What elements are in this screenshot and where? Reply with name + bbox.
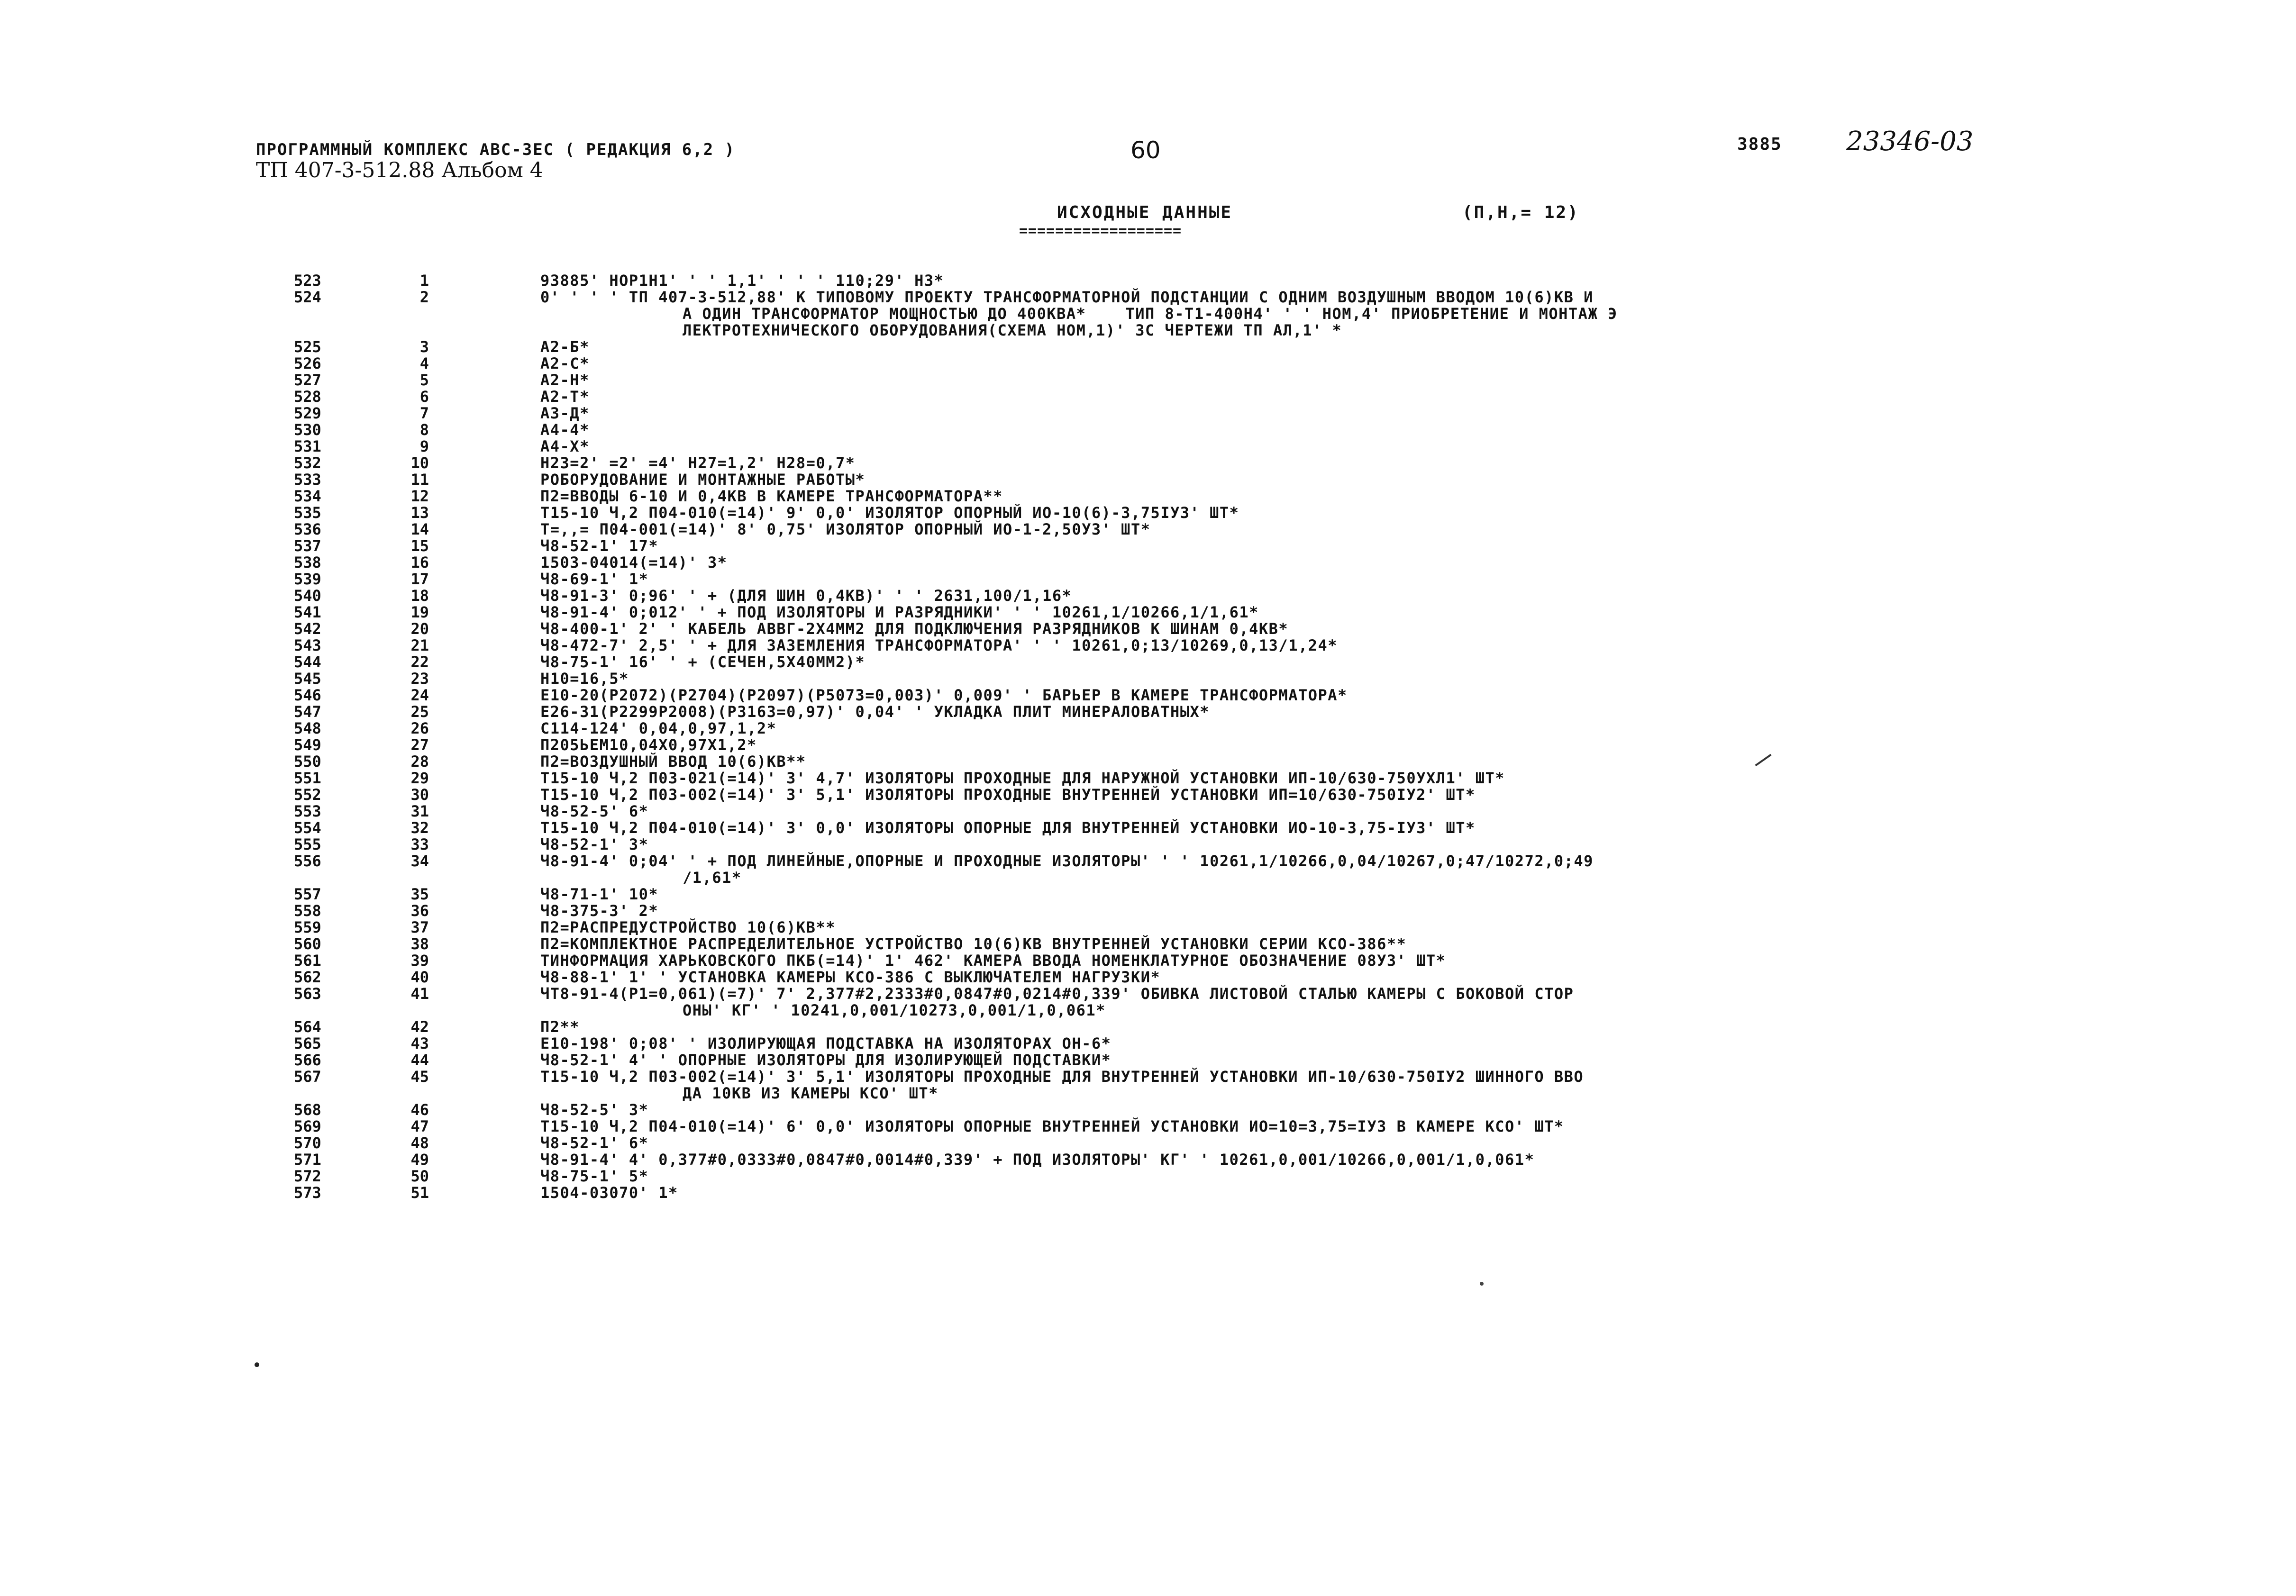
listing-row: [0, 488, 2296, 505]
row-text-line: Ч8-400-1' 2' ' КАБЕЛЬ АВВГ-2Х4ММ2 ДЛЯ ПОДКЛЮЧЕНИЯ РАЗРЯДНИКОВ К ШИНАМ 0,4КВ*: [540, 620, 1289, 638]
listing-row: [0, 803, 2296, 820]
row-number: 549: [294, 736, 321, 754]
listing-row: [0, 389, 2296, 405]
listing-row: [0, 588, 2296, 604]
row-sequence: 18: [410, 587, 429, 605]
row-number: 540: [294, 587, 321, 605]
row-number: 572: [294, 1167, 321, 1185]
row-text-continuation: ЛЕКТРОТЕХНИЧЕСКОГО ОБОРУДОВАНИЯ(СХЕМА НОМ,1)' ЗС ЧЕРТЕЖИ ТП АЛ,1' *: [683, 321, 1342, 339]
row-sequence: 7: [419, 404, 429, 422]
row-text-line: Ч8-91-3' 0;96' ' + (ДЛЯ ШИН 0,4КВ)' ' ' 2631,100/1,16*: [540, 587, 1072, 605]
row-number: 525: [294, 338, 321, 356]
row-number: 568: [294, 1101, 321, 1119]
row-text: [540, 704, 2296, 720]
stray-dot-mark: [255, 1362, 259, 1367]
row-sequence: 33: [410, 835, 429, 853]
row-text: [540, 853, 2296, 886]
row-sequence: 6: [419, 388, 429, 406]
row-sequence: 2: [419, 288, 429, 306]
row-number: 570: [294, 1134, 321, 1152]
row-text: [540, 919, 2296, 936]
row-number: 533: [294, 471, 321, 489]
row-text-line: П2=ВВОДЫ 6-10 И 0,4КВ В КАМЕРЕ ТРАНСФОРМАТОРА**: [540, 487, 1003, 505]
row-text: [540, 637, 2296, 654]
row-text-line: Ч8-375-3' 2*: [540, 902, 659, 920]
row-number: 560: [294, 935, 321, 953]
row-sequence: 45: [410, 1068, 429, 1086]
row-sequence: 36: [410, 902, 429, 920]
row-text: [540, 903, 2296, 919]
row-number: 573: [294, 1184, 321, 1202]
listing-row: [0, 604, 2296, 621]
row-text-line: А2-Б*: [540, 338, 590, 356]
row-text: [540, 969, 2296, 986]
row-number: 563: [294, 985, 321, 1003]
row-number: 558: [294, 902, 321, 920]
row-text-line: С114-124' 0,04,0,97,1,2*: [540, 719, 777, 737]
listing-row: [0, 637, 2296, 654]
listing-row: [0, 770, 2296, 787]
row-text-line: А3-Д*: [540, 404, 590, 422]
row-text-continuation: /1,61*: [683, 869, 742, 887]
listing-row: [0, 787, 2296, 803]
row-sequence: 9: [419, 437, 429, 455]
row-sequence: 31: [410, 802, 429, 820]
listing-row: [0, 1118, 2296, 1135]
row-text-line: Ч8-88-1' 1' ' УСТАНОВКА КАМЕРЫ КСО-386 С ВЫКЛЮЧАТЕЛЕМ НАГРУЗКИ*: [540, 968, 1161, 986]
row-sequence: 10: [410, 454, 429, 472]
row-sequence: 4: [419, 354, 429, 372]
listing-row: [0, 853, 2296, 886]
row-sequence: 5: [419, 371, 429, 389]
row-sequence: 11: [410, 471, 429, 489]
row-text-line: Ч8-52-1' 4' ' ОПОРНЫЕ ИЗОЛЯТОРЫ ДЛЯ ИЗОЛИРУЮЩЕЙ ПОДСТАВКИ*: [540, 1051, 1112, 1069]
listing-row: [0, 571, 2296, 588]
row-number: 550: [294, 753, 321, 771]
row-text-continuation: ОНЫ' КГ' ' 10241,0,001/10273,0,001/1,0,061*: [683, 1001, 1106, 1019]
listing-row: [0, 1035, 2296, 1052]
row-text: [540, 372, 2296, 389]
row-number: 537: [294, 537, 321, 555]
row-text: [540, 1069, 2296, 1102]
row-text: [540, 720, 2296, 737]
row-number: 543: [294, 636, 321, 654]
listing-row: [0, 621, 2296, 637]
row-text: [540, 588, 2296, 604]
row-text: [540, 289, 2296, 339]
document-code: 3885: [1737, 135, 1782, 154]
row-text-line: А4-4*: [540, 421, 590, 439]
row-text: [540, 472, 2296, 488]
listing-row: [0, 704, 2296, 720]
row-text: [540, 1168, 2296, 1185]
listing-row: [0, 521, 2296, 538]
row-text-line: Ч8-52-1' 6*: [540, 1134, 649, 1152]
row-number: 565: [294, 1034, 321, 1052]
row-text-line: Ч8-52-1' 17*: [540, 537, 659, 555]
row-number: 548: [294, 719, 321, 737]
row-sequence: 8: [419, 421, 429, 439]
row-text-continuation: А ОДИН ТРАНСФОРМАТОР МОЩНОСТЬЮ ДО 400КВА* ТИП 8-Т1-400Н4' ' ' НОМ,4' ПРИОБРЕТЕНИЕ И МОНТАЖ Э: [683, 305, 1618, 323]
row-sequence: 25: [410, 703, 429, 721]
listing-row: [0, 952, 2296, 969]
row-text: [540, 737, 2296, 753]
row-number: 552: [294, 786, 321, 804]
listing-row: [0, 820, 2296, 836]
row-text-line: П2=КОМПЛЕКТНОЕ РАСПРЕДЕЛИТЕЛЬНОЕ УСТРОЙСТВО 10(6)КВ ВНУТРЕННЕЙ УСТАНОВКИ СЕРИИ КСО-386**: [540, 935, 1407, 953]
listing-row: [0, 986, 2296, 1019]
row-text-line: Ч8-472-7' 2,5' ' + ДЛЯ ЗАЗЕМЛЕНИЯ ТРАНСФОРМАТОРА' ' ' 10261,0;13/10269,0,13/1,24*: [540, 636, 1338, 654]
row-text: [540, 1185, 2296, 1201]
row-text: [540, 554, 2296, 571]
row-number: 536: [294, 520, 321, 538]
handwritten-code: 23346-03: [1846, 126, 1974, 157]
row-number: 528: [294, 388, 321, 406]
row-text-line: ТИНФОРМАЦИЯ ХАРЬКОВСКОГО ПКБ(=14)' 1' 462' КАМЕРА ВВОДА НОМЕНКЛАТУРНОЕ ОБОЗНАЧЕНИЕ 08У3' ШТ*: [540, 952, 1446, 970]
listing-row: [0, 936, 2296, 952]
row-text: [540, 1052, 2296, 1069]
row-sequence: 30: [410, 786, 429, 804]
row-sequence: 39: [410, 952, 429, 970]
row-text-line: Т15-10 Ч,2 П04-010(=14)' 6' 0,0' ИЗОЛЯТОРЫ ОПОРНЫЕ ВНУТРЕННЕЙ УСТАНОВКИ ИО=10=3,75=IУ3 В КАМЕРЕ КСО' ШТ*: [540, 1117, 1564, 1135]
row-text-line: Н10=16,5*: [540, 670, 629, 688]
row-text: [540, 952, 2296, 969]
row-text: [540, 836, 2296, 853]
row-sequence: 17: [410, 570, 429, 588]
row-number: 571: [294, 1151, 321, 1169]
row-text: [540, 820, 2296, 836]
listing-row: [0, 1135, 2296, 1152]
listing-row: [0, 505, 2296, 521]
row-number: 566: [294, 1051, 321, 1069]
row-number: 551: [294, 769, 321, 787]
row-text: [540, 505, 2296, 521]
row-text-continuation: ДА 10КВ ИЗ КАМЕРЫ КСО' ШТ*: [683, 1084, 938, 1102]
row-sequence: 43: [410, 1034, 429, 1052]
row-text: [540, 455, 2296, 472]
row-text: [540, 1035, 2296, 1052]
row-sequence: 35: [410, 885, 429, 903]
listing-row: [0, 438, 2296, 455]
row-sequence: 47: [410, 1117, 429, 1135]
row-text-line: Т15-10 Ч,2 П04-010(=14)' 3' 0,0' ИЗОЛЯТОРЫ ОПОРНЫЕ ДЛЯ ВНУТРЕННЕЙ УСТАНОВКИ ИО-10-3,75-IУ3' ШТ*: [540, 819, 1476, 837]
listing-row: [0, 554, 2296, 571]
row-text: [540, 488, 2296, 505]
listing-row: [0, 422, 2296, 438]
row-number: 553: [294, 802, 321, 820]
row-number: 538: [294, 553, 321, 571]
listing-row: [0, 272, 2296, 289]
row-number: 544: [294, 653, 321, 671]
row-text: [540, 355, 2296, 372]
row-text: [540, 538, 2296, 554]
listing-row: [0, 455, 2296, 472]
row-text: [540, 886, 2296, 903]
row-text-line: Т15-10 Ч,2 П03-002(=14)' 3' 5,1' ИЗОЛЯТОРЫ ПРОХОДНЫЕ ВНУТРЕННЕЙ УСТАНОВКИ ИП=10/630-750IУ2' ШТ*: [540, 786, 1476, 804]
row-sequence: 1: [419, 272, 429, 290]
listing-row: [0, 405, 2296, 422]
row-text-line: А2-Т*: [540, 388, 590, 406]
listing-row: [0, 753, 2296, 770]
listing-row: [0, 339, 2296, 355]
row-text-line: Е26-31(Р2299Р2008)(Р3163=0,97)' 0,04' ' УКЛАДКА ПЛИТ МИНЕРАЛОВАТНЫХ*: [540, 703, 1210, 721]
row-sequence: 34: [410, 852, 429, 870]
row-text-line: Ч8-52-1' 3*: [540, 835, 649, 853]
listing-row: [0, 903, 2296, 919]
stray-tick-mark: [1480, 1282, 1484, 1286]
row-sequence: 41: [410, 985, 429, 1003]
row-number: 526: [294, 354, 321, 372]
listing-row: [0, 836, 2296, 853]
row-text-line: ЧТ8-91-4(Р1=0,061)(=7)' 7' 2,377#2,2333#0,0847#0,0214#0,339' ОБИВКА ЛИСТОВОЙ СТАЛЬЮ КАМЕРЫ С БОКОВОЙ СТОР: [540, 985, 1574, 1003]
row-text: [540, 770, 2296, 787]
row-sequence: 16: [410, 553, 429, 571]
row-number: 529: [294, 404, 321, 422]
listing-row: [0, 355, 2296, 372]
page-number: 60: [1130, 136, 1161, 164]
row-number: 524: [294, 288, 321, 306]
listing-row: [0, 472, 2296, 488]
row-number: 564: [294, 1018, 321, 1036]
row-sequence: 50: [410, 1167, 429, 1185]
listing-row: [0, 671, 2296, 687]
row-sequence: 15: [410, 537, 429, 555]
row-sequence: 49: [410, 1151, 429, 1169]
row-sequence: 14: [410, 520, 429, 538]
data-listing: [0, 272, 2296, 1201]
listing-row: [0, 538, 2296, 554]
row-number: 539: [294, 570, 321, 588]
album-label: ТП 407-3-512.88 Альбом 4: [256, 158, 543, 182]
row-number: 555: [294, 835, 321, 853]
row-sequence: 27: [410, 736, 429, 754]
listing-row: [0, 654, 2296, 671]
row-number: 545: [294, 670, 321, 688]
row-text-line: Ч8-91-4' 4' 0,377#0,0333#0,0847#0,0014#0,339' + ПОД ИЗОЛЯТОРЫ' КГ' ' 10261,0,001/10266,0,001/1,0,061*: [540, 1151, 1535, 1169]
row-text: [540, 654, 2296, 671]
row-text-line: РОБОРУДОВАНИЕ И МОНТАЖНЫЕ РАБОТЫ*: [540, 471, 866, 489]
listing-row: [0, 1185, 2296, 1201]
row-number: 535: [294, 504, 321, 522]
row-sequence: 40: [410, 968, 429, 986]
listing-row: [0, 289, 2296, 339]
row-number: 567: [294, 1068, 321, 1086]
listing-row: [0, 1052, 2296, 1069]
row-sequence: 21: [410, 636, 429, 654]
row-text-line: П2**: [540, 1018, 580, 1036]
row-text: [540, 1152, 2296, 1168]
row-text: [540, 521, 2296, 538]
row-text-line: Е10-198' 0;08' ' ИЗОЛИРУЮЩАЯ ПОДСТАВКА НА ИЗОЛЯТОРАХ ОН-6*: [540, 1034, 1112, 1052]
row-number: 542: [294, 620, 321, 638]
row-text: [540, 687, 2296, 704]
row-sequence: 3: [419, 338, 429, 356]
row-text: [540, 787, 2296, 803]
row-number: 532: [294, 454, 321, 472]
row-sequence: 23: [410, 670, 429, 688]
row-text: [540, 1135, 2296, 1152]
row-text-line: Т=,,= П04-001(=14)' 8' 0,75' ИЗОЛЯТОР ОПОРНЫЙ ИО-1-2,50У3' ШТ*: [540, 520, 1151, 538]
row-number: 546: [294, 686, 321, 704]
row-sequence: 26: [410, 719, 429, 737]
row-sequence: 13: [410, 504, 429, 522]
row-text: [540, 803, 2296, 820]
row-sequence: 38: [410, 935, 429, 953]
row-number: 562: [294, 968, 321, 986]
row-text-line: П205ЬЕМ10,04Х0,97Х1,2*: [540, 736, 757, 754]
listing-row: [0, 969, 2296, 986]
listing-row: [0, 886, 2296, 903]
listing-row: [0, 1168, 2296, 1185]
program-header: ПРОГРАММНЫЙ КОМПЛЕКС АВС-ЗЕС ( РЕДАКЦИЯ 6,2 ): [256, 140, 736, 159]
row-number: 569: [294, 1117, 321, 1135]
section-params: (П,Н,= 12): [1462, 203, 1579, 222]
row-text-line: Ч8-75-1' 5*: [540, 1167, 649, 1185]
row-number: 541: [294, 603, 321, 621]
row-number: 547: [294, 703, 321, 721]
row-text-line: Ч8-52-5' 6*: [540, 802, 649, 820]
row-text-line: А2-Н*: [540, 371, 590, 389]
row-text: [540, 438, 2296, 455]
row-sequence: 29: [410, 769, 429, 787]
row-text-line: 0' ' ' ' ТП 407-3-512,88' К ТИПОВОМУ ПРОЕКТУ ТРАНСФОРМАТОРНОЙ ПОДСТАНЦИИ С ОДНИМ ВОЗДУШНЫМ ВВОДОМ 10(6)КВ И: [540, 288, 1594, 306]
row-sequence: 44: [410, 1051, 429, 1069]
row-text: [540, 422, 2296, 438]
row-number: 527: [294, 371, 321, 389]
row-number: 559: [294, 918, 321, 936]
row-text-line: Ч8-91-4' 0;012' ' + ПОД ИЗОЛЯТОРЫ И РАЗРЯДНИКИ' ' ' 10261,1/10266,1/1,61*: [540, 603, 1259, 621]
row-text: [540, 1118, 2296, 1135]
row-number: 534: [294, 487, 321, 505]
row-sequence: 51: [410, 1184, 429, 1202]
row-text: [540, 389, 2296, 405]
row-text-line: Ч8-75-1' 16' ' + (СЕЧЕН,5Х40ММ2)*: [540, 653, 866, 671]
row-text: [540, 753, 2296, 770]
row-number: 561: [294, 952, 321, 970]
row-text: [540, 671, 2296, 687]
row-text: [540, 1102, 2296, 1118]
row-text-line: 1503-04014(=14)' 3*: [540, 553, 728, 571]
row-sequence: 22: [410, 653, 429, 671]
row-sequence: 46: [410, 1101, 429, 1119]
row-sequence: 20: [410, 620, 429, 638]
row-text-line: 93885' НОР1Н1' ' ' 1,1' ' ' ' 110;29' Н3*: [540, 272, 944, 290]
row-sequence: 19: [410, 603, 429, 621]
row-sequence: 42: [410, 1018, 429, 1036]
listing-row: [0, 919, 2296, 936]
row-number: 557: [294, 885, 321, 903]
row-text-line: Ч8-69-1' 1*: [540, 570, 649, 588]
row-text-line: Ч8-71-1' 10*: [540, 885, 659, 903]
row-text-line: А2-С*: [540, 354, 590, 372]
row-text-line: П2=РАСПРЕДУСТРОЙСТВО 10(6)КВ**: [540, 918, 836, 936]
listing-row: [0, 720, 2296, 737]
listing-row: [0, 1102, 2296, 1118]
listing-row: [0, 687, 2296, 704]
row-number: 530: [294, 421, 321, 439]
row-text: [540, 1019, 2296, 1035]
row-sequence: 28: [410, 753, 429, 771]
row-sequence: 24: [410, 686, 429, 704]
row-text-line: Ч8-91-4' 0;04' ' + ПОД ЛИНЕЙНЫЕ,ОПОРНЫЕ И ПРОХОДНЫЕ ИЗОЛЯТОРЫ' ' ' 10261,1/10266,0,04/10267,0;47/10272,0;49: [540, 852, 1594, 870]
row-sequence: 32: [410, 819, 429, 837]
row-sequence: 48: [410, 1134, 429, 1152]
listing-row: [0, 737, 2296, 753]
row-text: [540, 571, 2296, 588]
row-sequence: 12: [410, 487, 429, 505]
row-text-line: Т15-10 Ч,2 П03-021(=14)' 3' 4,7' ИЗОЛЯТОРЫ ПРОХОДНЫЕ ДЛЯ НАРУЖНОЙ УСТАНОВКИ ИП-10/630-750УХЛ1' ШТ*: [540, 769, 1505, 787]
row-text-line: Ч8-52-5' 3*: [540, 1101, 649, 1119]
row-text-line: 1504-03070' 1*: [540, 1184, 678, 1202]
row-number: 523: [294, 272, 321, 290]
row-text-line: Т15-10 Ч,2 П04-010(=14)' 9' 0,0' ИЗОЛЯТОР ОПОРНЫЙ ИО-10(6)-3,75IУ3' ШТ*: [540, 504, 1239, 522]
listing-row: [0, 372, 2296, 389]
row-text: [540, 272, 2296, 289]
row-number: 556: [294, 852, 321, 870]
row-text: [540, 604, 2296, 621]
row-text: [540, 986, 2296, 1019]
section-underline: ==================: [1019, 223, 1182, 239]
section-title: ИСХОДНЫЕ ДАННЫЕ: [1057, 203, 1233, 222]
row-number: 554: [294, 819, 321, 837]
row-text: [540, 405, 2296, 422]
row-text-line: Т15-10 Ч,2 П03-002(=14)' 3' 5,1' ИЗОЛЯТОРЫ ПРОХОДНЫЕ ДЛЯ ВНУТРЕННЕЙ УСТАНОВКИ ИП-10/630-750IУ2 ШИННОГО ВВО: [540, 1068, 1584, 1086]
listing-row: [0, 1069, 2296, 1102]
row-text: [540, 936, 2296, 952]
row-text-line: Н23=2' =2' =4' Н27=1,2' Н28=0,7*: [540, 454, 856, 472]
listing-row: [0, 1019, 2296, 1035]
row-text-line: П2=ВОЗДУШНЫЙ ВВОД 10(6)КВ**: [540, 753, 806, 771]
row-text: [540, 339, 2296, 355]
row-text-line: А4-Х*: [540, 437, 590, 455]
listing-row: [0, 1152, 2296, 1168]
row-text: [540, 621, 2296, 637]
row-text-line: Е10-20(Р2072)(Р2704)(Р2097)(Р5073=0,003)' 0,009' ' БАРЬЕР В КАМЕРЕ ТРАНСФОРМАТОРА*: [540, 686, 1348, 704]
row-number: 531: [294, 437, 321, 455]
row-sequence: 37: [410, 918, 429, 936]
